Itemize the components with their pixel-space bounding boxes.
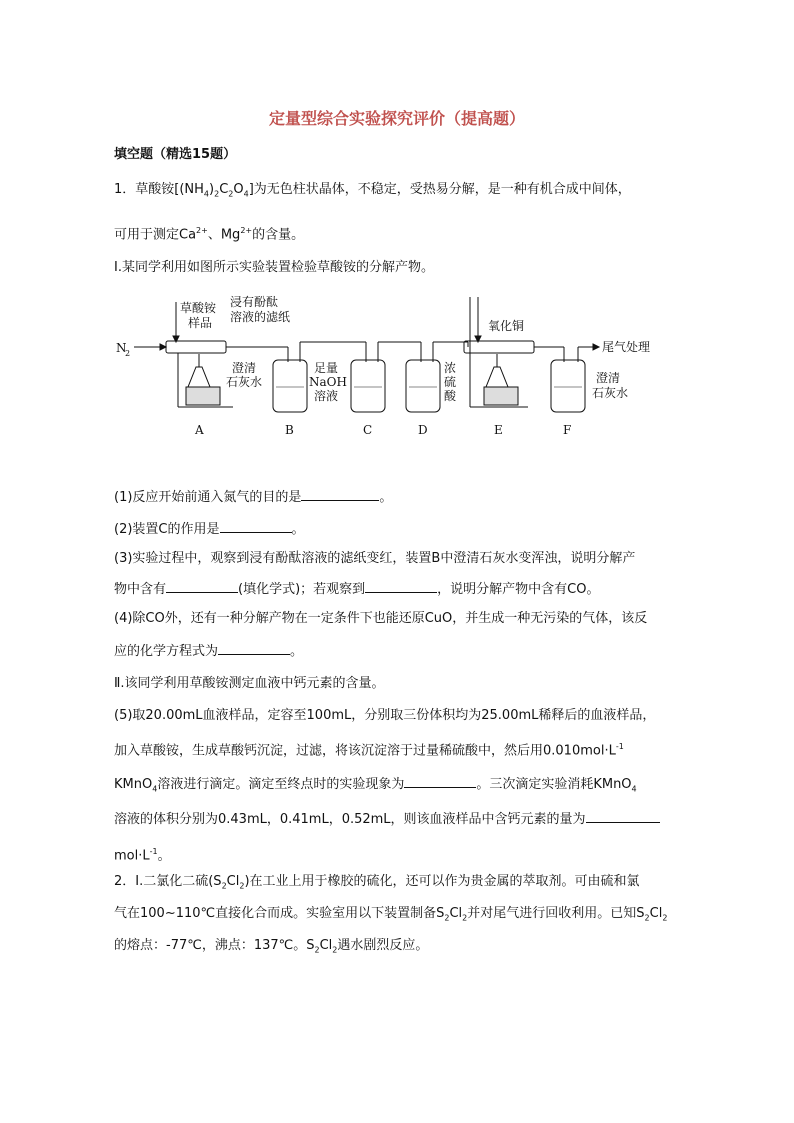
q2-line-1: 2．Ⅰ.二氯化二硫$(S_2Cl_2)$在工业上用于橡胶的硫化，还可以作为贵金属的萃取剂。可由硫和氯 <box>114 874 640 891</box>
letter-a: A <box>195 423 204 437</box>
letter-d: D <box>418 423 428 437</box>
label-naoh-1: 足量 <box>314 361 339 375</box>
letter-b: B <box>285 423 294 437</box>
answer-blank[interactable] <box>404 775 476 788</box>
q1-sub-4-line-2: 应的化学方程式为 。 <box>114 644 304 659</box>
letter-f: F <box>563 423 572 437</box>
q1-sub-3-line-2: 物中含有 (填化学式)；若观察到 ，说明分解产物中含有CO。 <box>114 582 600 597</box>
answer-blank[interactable] <box>220 520 292 533</box>
q2-line-2: 气在100~110℃直接化合而成。实验室用以下装置制备$S_2Cl_2$并对尾气进行回收利用。已知$S_2Cl_2$ <box>114 906 668 923</box>
letter-c: C <box>363 423 373 437</box>
label-h2so4-1: 浓 <box>444 361 457 375</box>
label-oxalate-2: 样品 <box>188 316 213 330</box>
q1-part-2: Ⅱ.该同学利用草酸铵测定血液中钙元素的含量。 <box>114 676 385 691</box>
answer-blank[interactable] <box>365 580 437 593</box>
label-lime-2: 石灰水 <box>226 375 263 389</box>
answer-blank[interactable] <box>218 642 290 655</box>
label-paper-1: 浸有酚酞 <box>230 295 279 309</box>
q1-part-1: Ⅰ.某同学利用如图所示实验装置检验草酸铵的分解产物。 <box>114 260 434 275</box>
q1-sub-5-line-4: 溶液的体积分别为0.43mL，0.41mL，0.52mL，则该血液样品中含钙元素的量为 <box>114 810 660 829</box>
label-lime-3: 澄清 <box>596 371 621 385</box>
label-lime-1: 澄清 <box>232 361 257 375</box>
label-oxalate-1: 草酸铵 <box>180 301 217 315</box>
q1-sub-2: (2)装置C的作用是 。 <box>114 522 305 537</box>
q1-sub-5-line-1: (5)取20.00mL血液样品，定容至100mL，分别取三份体积均为25.00mL稀释后的血液样品， <box>114 708 656 723</box>
label-n2-sub: 2 <box>125 349 131 358</box>
q1-sub-5-line-2: 加入草酸铵，生成草酸钙沉淀，过滤，将该沉淀溶于过量稀硫酸中，然后用$0.010mol\cdot L^{-1}$ <box>114 742 624 759</box>
answer-blank[interactable] <box>166 580 238 593</box>
label-lime-4: 石灰水 <box>592 386 629 400</box>
label-cuo: 氧化铜 <box>488 319 525 333</box>
q1-sub-5-line-5: $mol\cdot L^{-1}$。 <box>114 847 171 864</box>
label-paper-2: 溶液的滤纸 <box>230 310 291 324</box>
label-naoh-2: NaOH <box>309 375 347 389</box>
q1-line-2: 可用于测定$Ca^{2+}$、$Mg^{2+}$的含量。 <box>114 226 305 243</box>
answer-blank[interactable] <box>586 810 660 823</box>
label-n2: N <box>116 341 127 355</box>
q1-sub-4-line-1: (4)除CO外，还有一种分解产物在一定条件下也能还原CuO，并生成一种无污染的气体，该反 <box>114 611 648 626</box>
apparatus-figure <box>108 292 688 442</box>
q1-sub-1: (1)反应开始前通入氮气的目的是 。 <box>114 490 393 505</box>
q1-sub-3-line-1: (3)实验过程中，观察到浸有酚酞溶液的滤纸变红，装置B中澄清石灰水变浑浊，说明分解产 <box>114 551 636 566</box>
label-h2so4-2: 硫 <box>444 375 457 389</box>
label-tail-gas: 尾气处理 <box>602 340 651 354</box>
q2-line-3: 的熔点：-77℃，沸点：137℃。$S_2Cl_2$遇水剧烈反应。 <box>114 938 429 955</box>
page-title: 定量型综合实验探究评价（提高题） <box>268 109 525 128</box>
letter-e: E <box>494 423 503 437</box>
answer-blank[interactable] <box>301 488 379 501</box>
q1-sub-5-line-3: KMnO$_4$溶液进行滴定。滴定至终点时的实验现象为 。三次滴定实验消耗KMnO$_4$ <box>114 777 637 794</box>
q1-line-1: 1．草酸铵$[(NH_4)_2C_2O_4]$为无色柱状晶体，不稳定，受热易分解，是一种有机合成中间体， <box>114 182 631 199</box>
label-naoh-3: 溶液 <box>314 389 339 403</box>
section-heading: 填空题（精选15题） <box>114 147 237 162</box>
label-h2so4-3: 酸 <box>444 389 457 403</box>
